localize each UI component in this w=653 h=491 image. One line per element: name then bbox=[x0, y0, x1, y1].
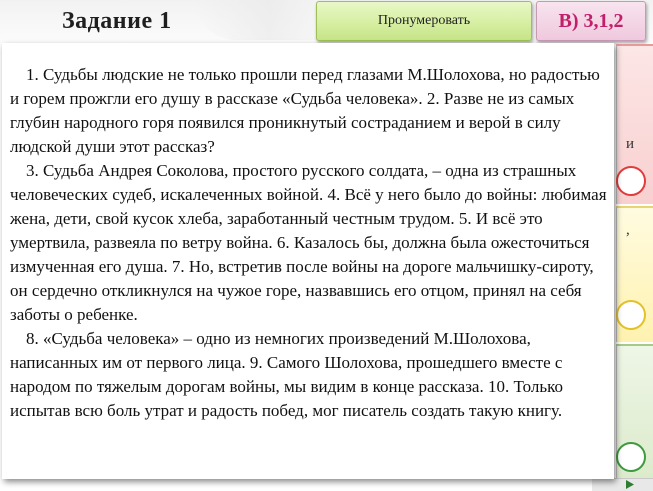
red-option-circle-icon[interactable] bbox=[616, 166, 646, 196]
text-paragraph-2: 3. Судьба Андрея Соколова, простого русского солдата, – одна из страшных человеческих судеб, искалеченных войной. 4. Всё у него было до войны: любимая жена, дети, свой кусок хлеба, заработанный честным трудом. 5. И всё это умертвила, развеяла по ветру война. 6. Казалось бы, должна была ожесточиться измученная его душа. 7. Но, встретив после войны на дороге мальчишку-сироту, он сердечно откликнулся на чужое горе, назвавшись его отцом, принял на себя заботы о ребенке. bbox=[10, 161, 607, 324]
text-body bbox=[10, 63, 610, 423]
play-arrow-icon[interactable] bbox=[620, 479, 640, 489]
header-decoration bbox=[196, 0, 318, 40]
page-title: Задание 1 bbox=[62, 8, 172, 34]
text-card bbox=[2, 43, 614, 479]
yellow-option-circle-icon[interactable] bbox=[616, 300, 646, 330]
answer-badge: В) 3,1,2 bbox=[536, 1, 646, 41]
red-panel-text: и bbox=[626, 136, 635, 152]
yellow-panel-text: , bbox=[626, 222, 630, 238]
text-paragraph-3: 8. «Судьба человека» – одно из немногих произведений М.Шолохова, написанных им от первого лица. 9. Самого Шолохова, прошедшего вместе с народом по тяжелым дорогам войны, мы видим в конце рассказа. 10. Только испытав всю боль утрат и радость побед, мог писатель создать такую книгу. bbox=[10, 329, 563, 420]
green-option-circle-icon[interactable] bbox=[616, 442, 646, 472]
text-paragraph-1: 1. Судьбы людские не только прошли перед глазами М.Шолохова, но радостью и горем прожгли его душу в рассказе «Судьба человека». 2. Разве не из самых глубин народного горя появился проникнутый состраданием и верой в силу людской души этот рассказ? bbox=[10, 65, 600, 156]
number-button[interactable]: Пронумеровать bbox=[316, 1, 532, 41]
